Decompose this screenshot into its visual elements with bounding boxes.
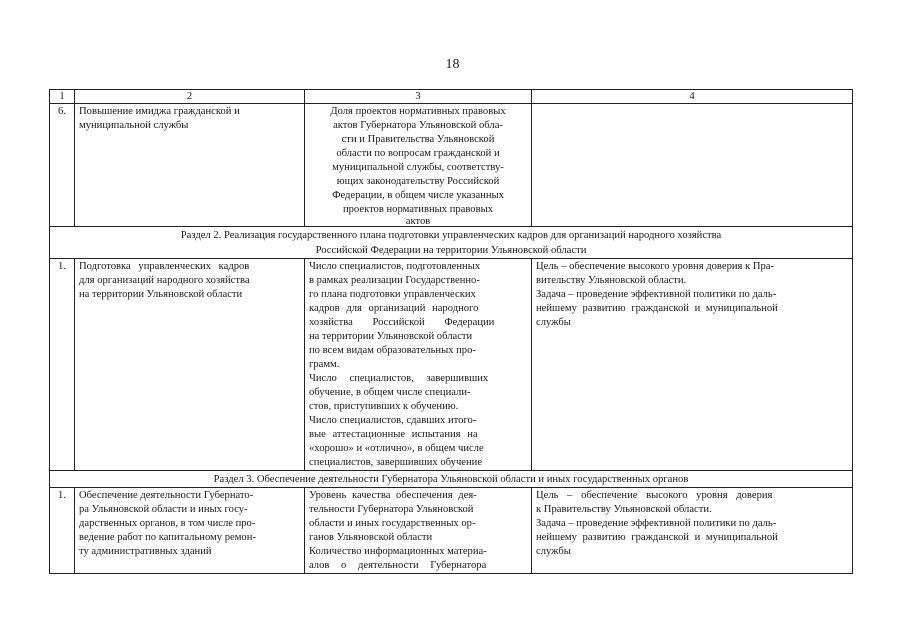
goal-line: службы	[536, 546, 571, 557]
header-col-2: 2	[75, 90, 305, 104]
indicator-line: Число специалистов, подготовленных	[309, 261, 481, 272]
table-row	[50, 104, 853, 227]
activity-name-line: дарственных органов, в том числе про-	[79, 518, 256, 529]
indicator-line: ющих законодательству Российской	[336, 176, 500, 187]
activity-name-line: на территории Ульяновской области	[79, 289, 243, 300]
goal-line: Задача – проведение эффективной политики по даль-	[536, 518, 777, 529]
indicator-line: Количество информационных материа-	[309, 546, 487, 557]
indicator-cell	[305, 104, 532, 227]
indicator-line: сти и Правительства Ульяновской	[341, 134, 495, 145]
section-heading-line: Раздел 3. Обеспечение деятельности Губернатора Ульяновской области и иных государственных органов	[213, 474, 689, 485]
indicator-cell	[305, 488, 532, 574]
header-col-3: 3	[305, 90, 532, 104]
section-heading-row	[50, 227, 853, 259]
indicator-cell	[305, 259, 532, 471]
indicator-line: проектов нормативных правовых	[342, 204, 494, 215]
activity-name-line: ведение работ по капитальному ремон-	[79, 532, 256, 543]
indicator-line: Доля проектов нормативных правовых	[330, 106, 506, 117]
activity-name-cell	[75, 104, 305, 227]
section-2-heading	[50, 227, 853, 259]
table-row	[50, 488, 853, 574]
activity-name-cell	[75, 259, 305, 471]
row-number: 1.	[50, 259, 75, 471]
goal-line: Цель – обеспечение высокого уровня доверия	[536, 490, 773, 501]
indicator-line: тельности Губернатора Ульяновской	[309, 504, 474, 515]
indicator-line: кадров для организаций народного	[309, 303, 479, 314]
section-3-heading	[50, 471, 853, 488]
header-col-4: 4	[532, 90, 853, 104]
activity-name-line: ту административных зданий	[79, 546, 212, 557]
indicator-line: ганов Ульяновской области	[309, 532, 433, 543]
indicator-line: обучение, в общем числе специали-	[309, 387, 471, 398]
indicator-line: го плана подготовки управленческих	[309, 289, 476, 300]
indicator-line: в рамках реализации Государственно-	[309, 275, 480, 286]
section-heading-row	[50, 471, 853, 488]
goal-cell	[532, 104, 853, 227]
activity-name-line: Подготовка управленческих кадров	[79, 261, 250, 272]
indicator-line: на территории Ульяновской области	[309, 331, 473, 342]
indicator-line: хозяйства Российской Федерации	[309, 317, 495, 328]
goal-line: нейшему развитию гражданской и муниципальной	[536, 532, 778, 543]
goal-line: к Правительству Ульяновской области.	[536, 504, 712, 515]
indicator-line: муниципальной службы, соответству-	[332, 162, 504, 173]
indicator-line: Число специалистов, завершивших	[309, 373, 489, 384]
activity-name-line: Повышение имиджа гражданской и	[79, 106, 240, 117]
indicator-line: «хорошо» и «отлично», в общем числе	[309, 443, 484, 454]
table-header-row	[50, 90, 853, 104]
row-number: 1.	[50, 488, 75, 574]
table-row	[50, 259, 853, 471]
section-heading-line: Российской Федерации на территории Ульяновской области	[315, 245, 587, 256]
plan-table	[49, 89, 853, 574]
indicator-line: Уровень качества обеспечения дея-	[309, 490, 477, 501]
goal-line: службы	[536, 317, 571, 328]
indicator-line: актов	[405, 217, 431, 226]
goal-cell	[532, 259, 853, 471]
indicator-line: Федерации, в общем числе указанных	[332, 190, 504, 201]
goal-line: вительству Ульяновской области.	[536, 275, 687, 286]
activity-name-cell	[75, 488, 305, 574]
goal-cell	[532, 488, 853, 574]
goal-line: нейшему развитию гражданской и муниципальной	[536, 303, 778, 314]
indicator-line: области по вопросам гражданской и	[336, 148, 500, 159]
indicator-line: грамм.	[309, 359, 340, 370]
indicator-line: специалистов, завершивших обучение	[309, 457, 483, 468]
row-number: 6.	[50, 104, 75, 227]
section-heading-line: Раздел 2. Реализация государственного плана подготовки управленческих кадров для организаций народного хозяйства	[180, 230, 722, 241]
page-number: 18	[445, 57, 460, 72]
activity-name-line: Обеспечение деятельности Губернато-	[79, 490, 254, 501]
goal-line: Задача – проведение эффективной политики по даль-	[536, 289, 777, 300]
indicator-line: вые аттестационные испытания на	[309, 429, 478, 440]
header-col-1: 1	[50, 90, 75, 104]
activity-name-line: муниципальной службы	[79, 120, 189, 131]
indicator-line: актов Губернатора Ульяновской обла-	[333, 120, 503, 131]
activity-name-line: для организаций народного хозяйства	[79, 275, 250, 286]
indicator-line: стов, приступивших к обучению.	[309, 401, 459, 412]
indicator-line: алов о деятельности Губернатора	[309, 560, 487, 571]
indicator-line: Число специалистов, сдавших итого-	[309, 415, 477, 426]
goal-line: Цель – обеспечение высокого уровня доверия к Пра-	[536, 261, 775, 272]
indicator-line: области и иных государственных ор-	[309, 518, 476, 529]
activity-name-line: ра Ульяновской области и иных госу-	[79, 504, 248, 515]
indicator-line: по всем видам образовательных про-	[309, 345, 476, 356]
